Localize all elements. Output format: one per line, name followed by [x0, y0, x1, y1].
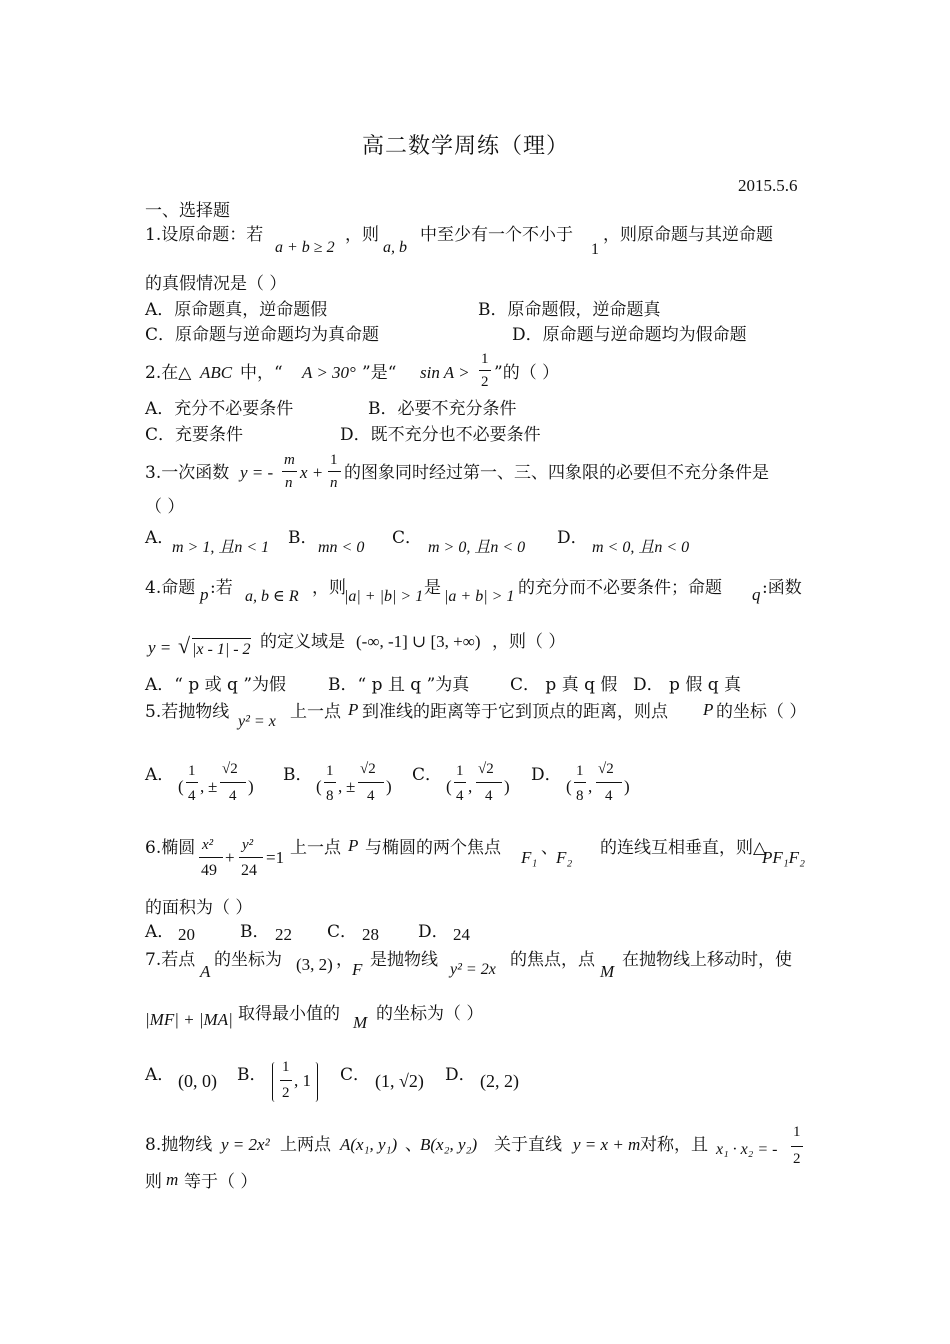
q2-option-a: A．充分不必要条件 — [145, 399, 294, 419]
q6-option-c-label: C． — [327, 922, 358, 942]
q4-math-4: |a + b| > 1 — [444, 588, 515, 605]
q3-option-a-value: m > 1, 且n < 1 — [172, 539, 270, 556]
q6-eq: =1 — [266, 848, 285, 867]
q4-math-q: q — [752, 585, 761, 604]
q2-math-2: A > 30° — [302, 363, 356, 382]
q3-text-b: 的图象同时经过第一、三、四象限的必要但不充分条件是 — [344, 463, 769, 483]
q6-plus: + — [225, 848, 235, 867]
q4-option-d: D． p 假 q 真 — [633, 675, 742, 695]
q4-math-y: y = — [148, 638, 172, 657]
q7-option-d-label: D． — [445, 1065, 476, 1085]
q6-option-b-value: 22 — [275, 925, 292, 944]
q5-math-1: y² = x — [238, 713, 276, 730]
q1-math-2: a, b — [383, 239, 407, 256]
q8-text-c: 、 — [405, 1135, 422, 1155]
q2-text-d: ”的（ ） — [494, 363, 560, 383]
q1-math-1: a + b ≥ 2 — [275, 239, 335, 256]
q7-math-m: M — [600, 962, 615, 981]
q6-option-d-value: 24 — [453, 925, 470, 944]
sqrt-icon: √ — [178, 633, 191, 658]
q3-frac2-num: 1 — [330, 452, 338, 468]
q8-math-2: A(x₁, y₁) — [340, 1135, 398, 1154]
q5-math-p2: P — [703, 700, 714, 719]
q7-option-a-value: (0, 0) — [178, 1071, 217, 1091]
q3-option-b-label: B． — [288, 528, 318, 548]
q4-option-b: B．“ p 且 q ”为真 — [328, 675, 470, 695]
q6-option-a-label: A． — [145, 922, 175, 942]
q7-text-e: 的焦点，点 — [510, 950, 595, 970]
q2-option-d: D．既不充分也不必要条件 — [340, 425, 541, 445]
q3-math-2: x + — [300, 463, 324, 482]
q7-math-a: A — [200, 962, 211, 981]
q4-sqrt-content: |x - 1| - 2 — [192, 638, 251, 659]
q8-math-4: y = x + m — [573, 1135, 641, 1154]
q8-text-a: 8.抛物线 — [145, 1135, 213, 1155]
q5-option-b-label: B． — [283, 765, 313, 785]
q6-text-a: 6.椭圆 — [145, 838, 196, 858]
q3-text-a: 3.一次函数 — [145, 463, 230, 483]
q4-option-a: A．“ p 或 q ”为假 — [145, 675, 287, 695]
q7-text-c: ， — [336, 950, 353, 970]
q7-math-point: (3, 2) — [296, 955, 333, 974]
q5-text-d: 的坐标（ ） — [716, 702, 807, 722]
q6-frac2-den: 24 — [241, 862, 257, 879]
q5-option-c-label: C． — [412, 765, 443, 785]
q3-frac2-den: n — [330, 475, 338, 491]
q5-option-d-label: D． — [531, 765, 562, 785]
q8-text-line2b: 等于（ ） — [184, 1172, 258, 1192]
q8-text-d: 关于直线 — [494, 1135, 562, 1155]
q8-math-3: B(x₂, y₂) — [420, 1135, 478, 1154]
q7-option-b-label: B． — [237, 1065, 267, 1085]
q2-text-c: ”是“ — [362, 363, 397, 383]
q4-text-d: 是 — [424, 578, 441, 598]
q6-option-d-label: D． — [418, 922, 449, 942]
q7-option-c-value: (1, √2) — [375, 1071, 424, 1091]
q8-text-b: 上两点 — [280, 1135, 331, 1155]
q1-text-b: ，则 — [345, 225, 379, 245]
q4-option-c: C． p 真 q 假 — [510, 675, 618, 695]
q6-option-a-value: 20 — [178, 925, 195, 944]
q3-frac1-num: m — [284, 452, 295, 468]
q6-text-line2: 的面积为（ ） — [145, 898, 253, 918]
q8-text-line2a: 则 — [145, 1172, 162, 1192]
q6-text-b: 上一点 — [290, 838, 341, 858]
q1-option-d: D．原命题与逆命题均为假命题 — [512, 325, 747, 345]
q1-text-a: 1.设原命题：若 — [145, 225, 264, 245]
q4-math-3: |a| + |b| > 1 — [344, 588, 424, 605]
q7-text-a: 7.若点 — [145, 950, 196, 970]
q2-text-b: 中，“ — [240, 363, 283, 383]
q6-text-c: 与椭圆的两个焦点 — [365, 838, 501, 858]
q1-text-d: ，则原命题与其逆命题 — [603, 225, 773, 245]
q5-text-b: 上一点 — [290, 702, 341, 722]
q8-math-m: m — [166, 1170, 179, 1189]
q4-text-c: ，则 — [312, 578, 346, 598]
q2-frac-den: 2 — [481, 374, 489, 390]
q8-math-5: x₁ · x₂ = - — [716, 1141, 778, 1158]
q3-frac1-bar — [282, 471, 297, 472]
q3-option-b-value: mn < 0 — [318, 539, 365, 556]
q6-frac1-den: 49 — [201, 862, 217, 879]
q1-text-line2: 的真假情况是（ ） — [145, 274, 287, 294]
q6-math-triangle: PF₁F₂ — [762, 848, 805, 867]
q3-math-1: y = - — [240, 463, 274, 482]
q4-text-h: ，则（ ） — [492, 632, 566, 652]
q8-frac-bar — [791, 1146, 803, 1147]
q2-option-b: B．必要不充分条件 — [368, 399, 517, 419]
q2-frac-num: 1 — [481, 351, 489, 367]
q1-option-b: B．原命题假，逆命题真 — [478, 300, 661, 320]
q7-text-g: 取得最小值的 — [238, 1004, 340, 1024]
q6-frac2-num: y² — [242, 837, 254, 853]
q3-option-c-value: m > 0, 且n < 0 — [428, 539, 526, 556]
q3-option-c-label: C． — [392, 528, 423, 548]
q2-frac-bar — [479, 370, 491, 371]
q7-math-f: F — [352, 960, 363, 979]
q3-text-line2: （ ） — [145, 497, 185, 517]
q7-option-d-value: (2, 2) — [480, 1071, 519, 1091]
q7-text-d: 是抛物线 — [370, 950, 438, 970]
q6-frac1-bar — [199, 857, 223, 858]
q2-text-a: 2.在△ — [145, 363, 192, 383]
q6-option-b-label: B． — [240, 922, 270, 942]
q7-text-h: 的坐标为（ ） — [376, 1004, 484, 1024]
q5-text-c: 到准线的距离等于它到顶点的距离，则点 — [362, 702, 668, 722]
q6-math-p: P — [348, 836, 359, 855]
q2-math-1: ABC — [200, 363, 233, 382]
q2-option-c: C．充要条件 — [145, 425, 244, 445]
q1-option-c: C．原命题与逆命题均为真命题 — [145, 325, 380, 345]
q3-option-a-label: A． — [145, 528, 175, 548]
q7-math-parabola: y² = 2x — [450, 961, 496, 978]
q1-text-c: 中至少有一个不小于 — [420, 225, 573, 245]
q4-text-g: 的定义域是 — [260, 632, 345, 652]
q6-sep: 、 — [541, 838, 558, 858]
q4-math-domain: (-∞, -1] ∪ [3, +∞) — [356, 632, 481, 651]
q4-math-p: p — [200, 585, 209, 604]
q3-frac1-den: n — [285, 475, 293, 491]
q7-text-f: 在抛物线上移动时，使 — [622, 950, 792, 970]
q6-option-c-value: 28 — [362, 925, 379, 944]
q6-math-f1: F₁ — [521, 848, 538, 867]
page-title: 高二数学周练（理） — [362, 134, 570, 159]
q4-text-a: 4.命题 — [145, 578, 196, 598]
q6-math-f2: F₂ — [556, 848, 573, 867]
q7-math-sum: |MF| + |MA| — [145, 1010, 233, 1029]
q6-frac1-num: x² — [202, 837, 214, 853]
q5-option-a-label: A． — [145, 765, 175, 785]
q4-math-2: a, b ∈ R — [245, 588, 299, 605]
q8-text-e: 对称，且 — [640, 1135, 708, 1155]
q1-option-a: A．原命题真，逆命题假 — [145, 300, 328, 320]
q4-text-f: :函数 — [762, 578, 802, 598]
q6-frac2-bar — [239, 857, 263, 858]
q8-frac-den: 2 — [793, 1151, 801, 1167]
q4-text-b: :若 — [210, 578, 233, 598]
q3-option-d-label: D． — [557, 528, 588, 548]
q4-text-e: 的充分而不必要条件；命题 — [518, 578, 722, 598]
q7-option-c-label: C． — [340, 1065, 371, 1085]
q6-text-d: 的连线互相垂直，则△ — [600, 838, 767, 858]
section-heading: 一、选择题 — [145, 201, 230, 221]
q8-math-1: y = 2x² — [221, 1135, 270, 1154]
q8-frac-num: 1 — [793, 1124, 801, 1140]
q7-option-a-label: A． — [145, 1065, 175, 1085]
q5-text-a: 5.若抛物线 — [145, 702, 230, 722]
q2-math-3: sin A > — [420, 363, 470, 382]
q1-math-3: 1 — [591, 241, 599, 258]
q7-math-m2: M — [353, 1013, 368, 1032]
q3-option-d-value: m < 0, 且n < 0 — [592, 539, 690, 556]
q7-text-b: 的坐标为 — [214, 950, 282, 970]
q3-frac2-bar — [328, 471, 341, 472]
date-label: 2015.5.6 — [738, 176, 798, 195]
q5-math-p1: P — [348, 700, 359, 719]
